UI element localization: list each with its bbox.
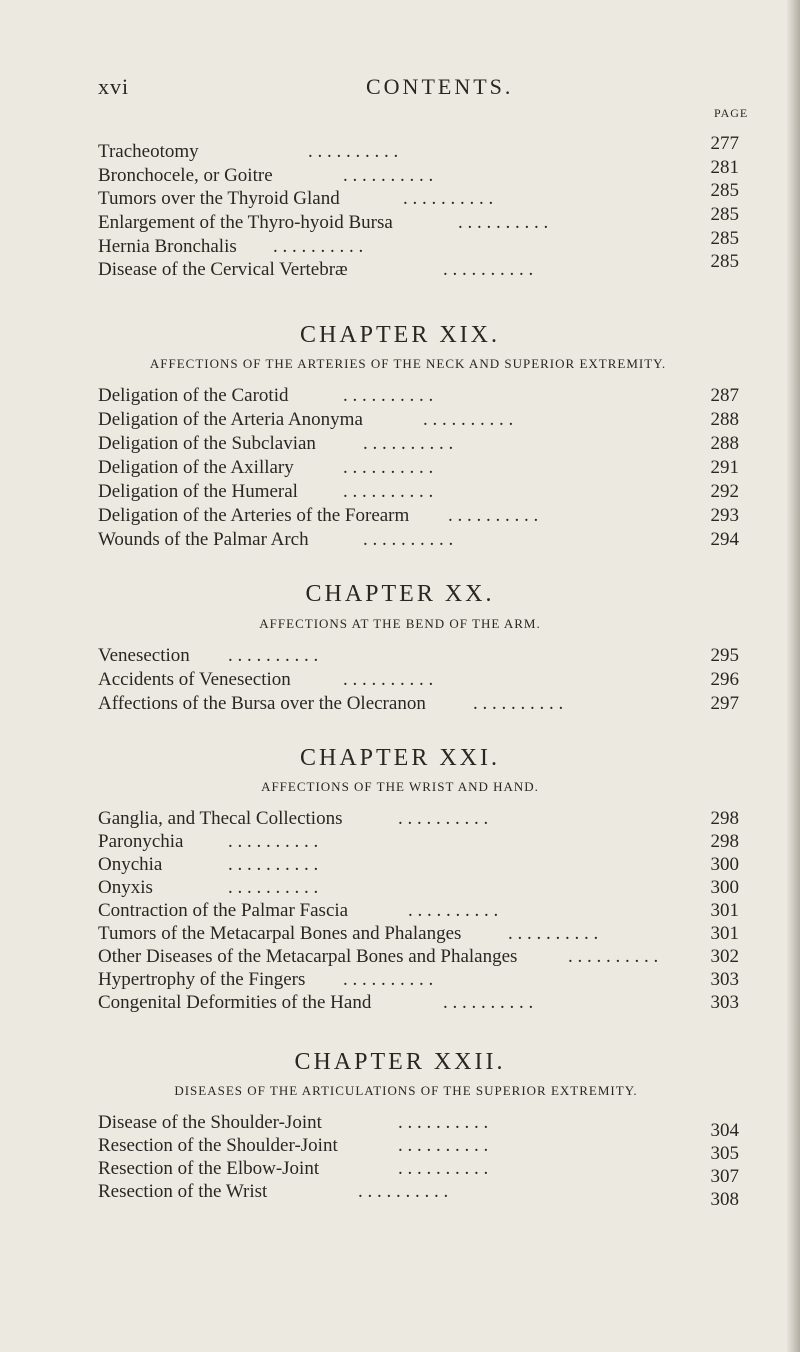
entry-page: 285 xyxy=(710,251,739,272)
dot-leader: . . . . . . . . . . xyxy=(343,669,434,690)
entry-title: Congenital Deformities of the Hand xyxy=(98,992,372,1013)
entry-title: Contraction of the Palmar Fascia xyxy=(98,900,349,921)
entry-title: Deligation of the Carotid xyxy=(98,385,289,406)
entry-title: Deligation of the Arteria Anonyma xyxy=(98,409,363,430)
entry-page: 287 xyxy=(710,385,739,406)
toc-entry xyxy=(98,1135,739,1164)
entry-page: 288 xyxy=(710,433,739,454)
dot-leader: . . . . . . . . . . xyxy=(443,992,534,1013)
dot-leader: . . . . . . . . . . xyxy=(228,877,319,898)
dot-leader: . . . . . . . . . . xyxy=(448,505,539,526)
toc-entry xyxy=(98,669,738,693)
dot-leader: . . . . . . . . . . xyxy=(568,946,659,967)
toc-entry xyxy=(98,251,739,283)
entry-title: Wounds of the Palmar Arch xyxy=(98,529,309,550)
chapter-subtitle: AFFECTIONS AT THE BEND OF THE ARM. xyxy=(259,616,541,631)
dot-leader: . . . . . . . . . . xyxy=(228,831,319,852)
entry-page: 301 xyxy=(710,923,739,944)
entry-page: 291 xyxy=(710,457,739,478)
dot-leader: . . . . . . . . . . xyxy=(343,457,434,478)
dot-leader: . . . . . . . . . . xyxy=(398,808,489,829)
dot-leader: . . . . . . . . . . xyxy=(408,900,499,921)
dot-leader: . . . . . . . . . . xyxy=(398,1112,489,1133)
entry-page: 294 xyxy=(710,529,739,550)
entry-page: 303 xyxy=(710,992,739,1013)
entry-page: 305 xyxy=(710,1143,739,1164)
entry-title: Tumors over the Thyroid Gland xyxy=(98,188,340,209)
toc-entry xyxy=(98,180,739,212)
entry-title: Tumors of the Metacarpal Bones and Phalanges xyxy=(98,923,462,944)
entry-title: Disease of the Cervical Vertebræ xyxy=(98,259,348,280)
running-title: CONTENTS. xyxy=(366,74,514,99)
dot-leader: . . . . . . . . . . xyxy=(398,1135,489,1156)
entry-title: Hypertrophy of the Fingers xyxy=(98,969,306,990)
entry-title: Onyxis xyxy=(98,877,153,898)
entry-title: Onychia xyxy=(98,854,163,875)
dot-leader: . . . . . . . . . . xyxy=(443,259,534,280)
chapter-title: CHAPTER XX. xyxy=(305,581,495,607)
entry-title: Deligation of the Subclavian xyxy=(98,433,316,454)
entry-title: Bronchocele, or Goitre xyxy=(98,165,273,186)
chapter-subtitle: AFFECTIONS OF THE ARTERIES OF THE NECK AND SUPERIOR EXTREMITY. xyxy=(149,356,667,371)
entry-title: Resection of the Wrist xyxy=(98,1181,268,1202)
toc-entry xyxy=(98,854,738,878)
page-edge-shadow xyxy=(786,0,800,1352)
toc-entry xyxy=(98,900,738,924)
entry-title: Ganglia, and Thecal Collections xyxy=(98,808,343,829)
toc-entry xyxy=(98,808,738,832)
dot-leader: . . . . . . . . . . xyxy=(343,165,434,186)
entry-page: 298 xyxy=(710,808,739,829)
entry-title: Paronychia xyxy=(98,831,184,852)
dot-leader: . . . . . . . . . . xyxy=(343,969,434,990)
page-column-label: PAGE xyxy=(714,106,749,120)
toc-entry xyxy=(98,877,738,901)
chapter-title: CHAPTER XIX. xyxy=(299,322,500,348)
entry-page: 285 xyxy=(710,204,739,225)
page-header xyxy=(98,74,738,104)
toc-entry xyxy=(98,969,738,993)
toc-entry xyxy=(98,481,738,505)
dot-leader: . . . . . . . . . . xyxy=(343,481,434,502)
entry-page: 300 xyxy=(710,877,739,898)
entry-page: 297 xyxy=(710,693,739,714)
toc-entry xyxy=(98,693,738,717)
toc-entry xyxy=(98,831,738,855)
entry-page: 293 xyxy=(710,505,739,526)
entry-title: Affections of the Bursa over the Olecranon xyxy=(98,693,426,714)
toc-entry xyxy=(98,385,738,409)
toc-entry xyxy=(98,992,738,1016)
entry-page: 301 xyxy=(710,900,739,921)
entry-page: 285 xyxy=(710,228,739,249)
dot-leader: . . . . . . . . . . xyxy=(228,645,319,666)
entry-page: 302 xyxy=(710,946,739,967)
toc-entry xyxy=(98,1112,739,1141)
entry-page: 292 xyxy=(710,481,739,502)
toc-entry xyxy=(98,1158,739,1187)
entry-page: 298 xyxy=(710,831,739,852)
toc-entry xyxy=(98,946,738,970)
toc-entry xyxy=(98,228,739,260)
dot-leader: . . . . . . . . . . xyxy=(423,409,514,430)
entry-page: 304 xyxy=(710,1120,739,1141)
dot-leader: . . . . . . . . . . xyxy=(473,693,564,714)
dot-leader: . . . . . . . . . . xyxy=(508,923,599,944)
toc-entry xyxy=(98,923,738,947)
entry-title: Enlargement of the Thyro-hyoid Bursa xyxy=(98,212,393,233)
dot-leader: . . . . . . . . . . xyxy=(228,854,319,875)
entry-title: Accidents of Venesection xyxy=(98,669,291,690)
entry-page: 277 xyxy=(710,133,739,154)
entry-title: Deligation of the Humeral xyxy=(98,481,298,502)
toc-entry xyxy=(98,157,739,189)
chapter-title: CHAPTER XXI. xyxy=(299,745,500,771)
chapter-title: CHAPTER XXII. xyxy=(294,1049,506,1075)
entry-page: 300 xyxy=(710,854,739,875)
dot-leader: . . . . . . . . . . xyxy=(363,433,454,454)
entry-page: 288 xyxy=(710,409,739,430)
entry-page: 307 xyxy=(710,1166,739,1187)
entry-page: 285 xyxy=(710,180,739,201)
page-number: xvi xyxy=(98,74,130,99)
entry-page: 308 xyxy=(710,1189,739,1210)
toc-entry xyxy=(98,133,739,165)
chapter-subtitle: AFFECTIONS OF THE WRIST AND HAND. xyxy=(261,779,539,794)
dot-leader: . . . . . . . . . . xyxy=(273,236,364,257)
toc-entry xyxy=(98,529,738,553)
toc-entry xyxy=(98,409,738,433)
entry-title: Deligation of the Axillary xyxy=(98,457,294,478)
dot-leader: . . . . . . . . . . xyxy=(398,1158,489,1179)
entry-title: Resection of the Elbow-Joint xyxy=(98,1158,320,1179)
dot-leader: . . . . . . . . . . xyxy=(458,212,549,233)
entry-title: Tracheotomy xyxy=(98,141,199,162)
entry-title: Resection of the Shoulder-Joint xyxy=(98,1135,338,1156)
entry-title: Venesection xyxy=(98,645,190,666)
dot-leader: . . . . . . . . . . xyxy=(343,385,434,406)
entry-page: 295 xyxy=(710,645,739,666)
entry-title: Hernia Bronchalis xyxy=(98,236,237,257)
dot-leader: . . . . . . . . . . xyxy=(358,1181,449,1202)
toc-entry xyxy=(98,645,738,669)
toc-entry xyxy=(98,505,738,529)
toc-entry xyxy=(98,1181,739,1210)
entry-page: 303 xyxy=(710,969,739,990)
entry-title: Deligation of the Arteries of the Forearm xyxy=(98,505,410,526)
dot-leader: . . . . . . . . . . xyxy=(308,141,399,162)
entry-title: Disease of the Shoulder-Joint xyxy=(98,1112,322,1133)
toc-entry xyxy=(98,433,738,457)
entry-page: 296 xyxy=(710,669,739,690)
chapter-subtitle: DISEASES OF THE ARTICULATIONS OF THE SUPERIOR EXTREMITY. xyxy=(174,1083,638,1098)
toc-entry xyxy=(98,457,738,481)
entry-page: 281 xyxy=(710,157,739,178)
toc-entry xyxy=(98,204,739,236)
dot-leader: . . . . . . . . . . xyxy=(403,188,494,209)
entry-title: Other Diseases of the Metacarpal Bones and Phalanges xyxy=(98,946,518,967)
dot-leader: . . . . . . . . . . xyxy=(363,529,454,550)
